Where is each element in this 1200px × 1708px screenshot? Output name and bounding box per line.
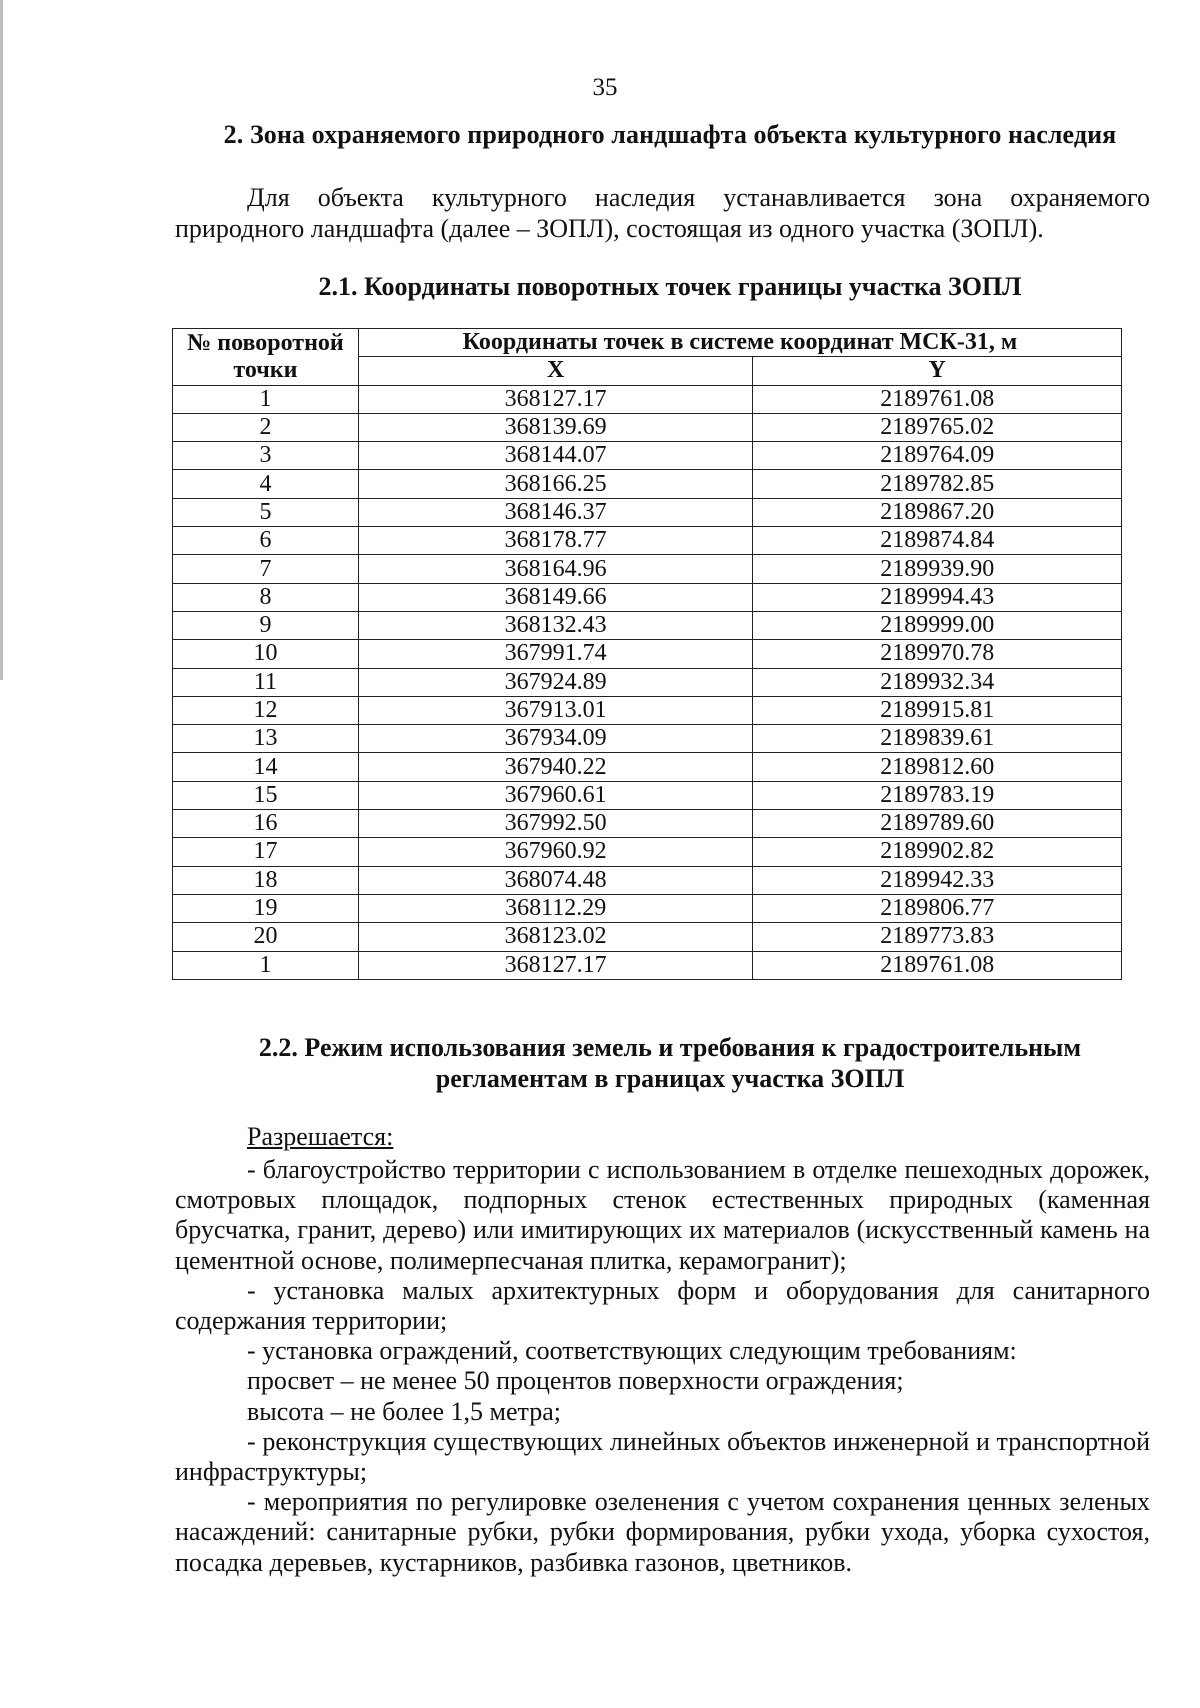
table-row xyxy=(173,640,1122,668)
table-row xyxy=(173,894,1122,922)
point-number-cell: 10 xyxy=(173,640,359,668)
coords-heading: 2.1. Координаты поворотных точек границы участка ЗОПЛ xyxy=(318,272,1022,301)
regime-heading-line-1: 2.2. Режим использования земель и требования к градостроительным xyxy=(258,1033,1082,1062)
point-number-cell: 1 xyxy=(173,951,359,979)
x-coordinate-cell: 367924.89 xyxy=(358,668,753,696)
y-coordinate-cell: 2189999.00 xyxy=(753,611,1122,639)
rule-item: - мероприятия по регулировке озеленения с учетом сохранения ценных зеленых насаждений: санитарные рубки, рубки формирования, рубки ухода, уборка сухостоя, посадка деревьев, кустарников, разбивка газонов, цветников. xyxy=(175,1487,1150,1577)
y-coordinate-cell: 2189764.09 xyxy=(753,442,1122,470)
y-coordinate-cell: 2189942.33 xyxy=(753,866,1122,894)
table-body xyxy=(173,385,1122,979)
table-row xyxy=(173,470,1122,498)
x-coordinate-cell: 368132.43 xyxy=(358,611,753,639)
point-number-cell: 5 xyxy=(173,498,359,526)
header-point-number: № поворотной точки xyxy=(173,329,359,386)
point-number-cell: 4 xyxy=(173,470,359,498)
point-number-cell: 3 xyxy=(173,442,359,470)
x-coordinate-cell: 368166.25 xyxy=(358,470,753,498)
rule-item: просвет – не менее 50 процентов поверхности ограждения; xyxy=(247,1366,904,1396)
x-coordinate-cell: 367960.92 xyxy=(358,838,753,866)
header-coordinates: Координаты точек в системе координат МСК-31, м xyxy=(358,329,1121,357)
point-number-cell: 6 xyxy=(173,527,359,555)
table-row xyxy=(173,527,1122,555)
point-number-cell: 18 xyxy=(173,866,359,894)
y-coordinate-cell: 2189902.82 xyxy=(753,838,1122,866)
rule-item: - установка малых архитектурных форм и оборудования для санитарного содержания территории; xyxy=(175,1275,1150,1336)
point-number-cell: 16 xyxy=(173,810,359,838)
x-coordinate-cell: 368074.48 xyxy=(358,866,753,894)
rule-item: - благоустройство территории с использованием в отделке пешеходных дорожек, смотровых площадок, подпорных стенок естественных природных (каменная брусчатка, гранит, дерево) или имитирующих их материалов (искусственный камень на цементной основе, полимерпесчаная плитка, керамогранит); xyxy=(175,1155,1150,1275)
x-coordinate-cell: 367913.01 xyxy=(358,696,753,724)
point-number-cell: 20 xyxy=(173,923,359,951)
point-number-cell: 2 xyxy=(173,413,359,441)
point-number-cell: 9 xyxy=(173,611,359,639)
table-row xyxy=(173,442,1122,470)
point-number-cell: 14 xyxy=(173,753,359,781)
coordinates-table xyxy=(172,328,1122,980)
point-number-cell: 11 xyxy=(173,668,359,696)
allowed-label: Разрешается: xyxy=(247,1122,394,1151)
x-coordinate-cell: 368146.37 xyxy=(358,498,753,526)
y-coordinate-cell: 2189761.08 xyxy=(753,385,1122,413)
table-row xyxy=(173,810,1122,838)
intro-paragraph: Для объекта культурного наследия устанавливается зона охраняемого природного ландшафта (далее – ЗОПЛ), состоящая из одного участка (ЗОПЛ). xyxy=(175,183,1150,243)
x-coordinate-cell: 367991.74 xyxy=(358,640,753,668)
x-coordinate-cell: 368123.02 xyxy=(358,923,753,951)
point-number-cell: 13 xyxy=(173,725,359,753)
x-coordinate-cell: 367992.50 xyxy=(358,810,753,838)
rule-item: - реконструкция существующих линейных объектов инженерной и транспортной инфраструктуры; xyxy=(175,1426,1150,1487)
point-number-cell: 19 xyxy=(173,894,359,922)
table-row xyxy=(173,725,1122,753)
table-row xyxy=(173,696,1122,724)
table-row xyxy=(173,838,1122,866)
table-row xyxy=(173,611,1122,639)
table-row xyxy=(173,555,1122,583)
page-number: 35 xyxy=(592,74,618,101)
scan-edge-line xyxy=(0,0,3,680)
rule-item: высота – не более 1,5 метра; xyxy=(247,1396,561,1426)
point-number-cell: 15 xyxy=(173,781,359,809)
point-number-cell: 17 xyxy=(173,838,359,866)
header-x: X xyxy=(358,357,753,385)
x-coordinate-cell: 367960.61 xyxy=(358,781,753,809)
y-coordinate-cell: 2189970.78 xyxy=(753,640,1122,668)
regime-heading xyxy=(170,1032,1170,1094)
y-coordinate-cell: 2189932.34 xyxy=(753,668,1122,696)
x-coordinate-cell: 368127.17 xyxy=(358,385,753,413)
y-coordinate-cell: 2189915.81 xyxy=(753,696,1122,724)
y-coordinate-cell: 2189939.90 xyxy=(753,555,1122,583)
header-y: Y xyxy=(753,357,1122,385)
x-coordinate-cell: 368144.07 xyxy=(358,442,753,470)
point-number-cell: 7 xyxy=(173,555,359,583)
table-row xyxy=(173,498,1122,526)
table-row xyxy=(173,753,1122,781)
point-number-cell: 1 xyxy=(173,385,359,413)
y-coordinate-cell: 2189994.43 xyxy=(753,583,1122,611)
y-coordinate-cell: 2189839.61 xyxy=(753,725,1122,753)
y-coordinate-cell: 2189765.02 xyxy=(753,413,1122,441)
table-row xyxy=(173,413,1122,441)
rule-item: - установка ограждений, соответствующих следующим требованиям: xyxy=(247,1336,1017,1366)
y-coordinate-cell: 2189812.60 xyxy=(753,753,1122,781)
table-row xyxy=(173,923,1122,951)
regime-heading-line-2: регламентам в границах участка ЗОПЛ xyxy=(435,1064,905,1093)
y-coordinate-cell: 2189806.77 xyxy=(753,894,1122,922)
section-title: 2. Зона охраняемого природного ландшафта объекта культурного наследия xyxy=(223,120,1117,149)
x-coordinate-cell: 368149.66 xyxy=(358,583,753,611)
table-row xyxy=(173,781,1122,809)
table-header-row xyxy=(173,329,1122,357)
x-coordinate-cell: 368112.29 xyxy=(358,894,753,922)
table-row xyxy=(173,668,1122,696)
x-coordinate-cell: 367934.09 xyxy=(358,725,753,753)
point-number-cell: 12 xyxy=(173,696,359,724)
y-coordinate-cell: 2189874.84 xyxy=(753,527,1122,555)
y-coordinate-cell: 2189761.08 xyxy=(753,951,1122,979)
rules-list xyxy=(175,1155,1150,1578)
x-coordinate-cell: 368178.77 xyxy=(358,527,753,555)
y-coordinate-cell: 2189783.19 xyxy=(753,781,1122,809)
y-coordinate-cell: 2189773.83 xyxy=(753,923,1122,951)
y-coordinate-cell: 2189789.60 xyxy=(753,810,1122,838)
y-coordinate-cell: 2189782.85 xyxy=(753,470,1122,498)
table-row xyxy=(173,866,1122,894)
y-coordinate-cell: 2189867.20 xyxy=(753,498,1122,526)
x-coordinate-cell: 368127.17 xyxy=(358,951,753,979)
x-coordinate-cell: 367940.22 xyxy=(358,753,753,781)
x-coordinate-cell: 368139.69 xyxy=(358,413,753,441)
point-number-cell: 8 xyxy=(173,583,359,611)
table-row xyxy=(173,583,1122,611)
table-row xyxy=(173,385,1122,413)
x-coordinate-cell: 368164.96 xyxy=(358,555,753,583)
table-row xyxy=(173,951,1122,979)
